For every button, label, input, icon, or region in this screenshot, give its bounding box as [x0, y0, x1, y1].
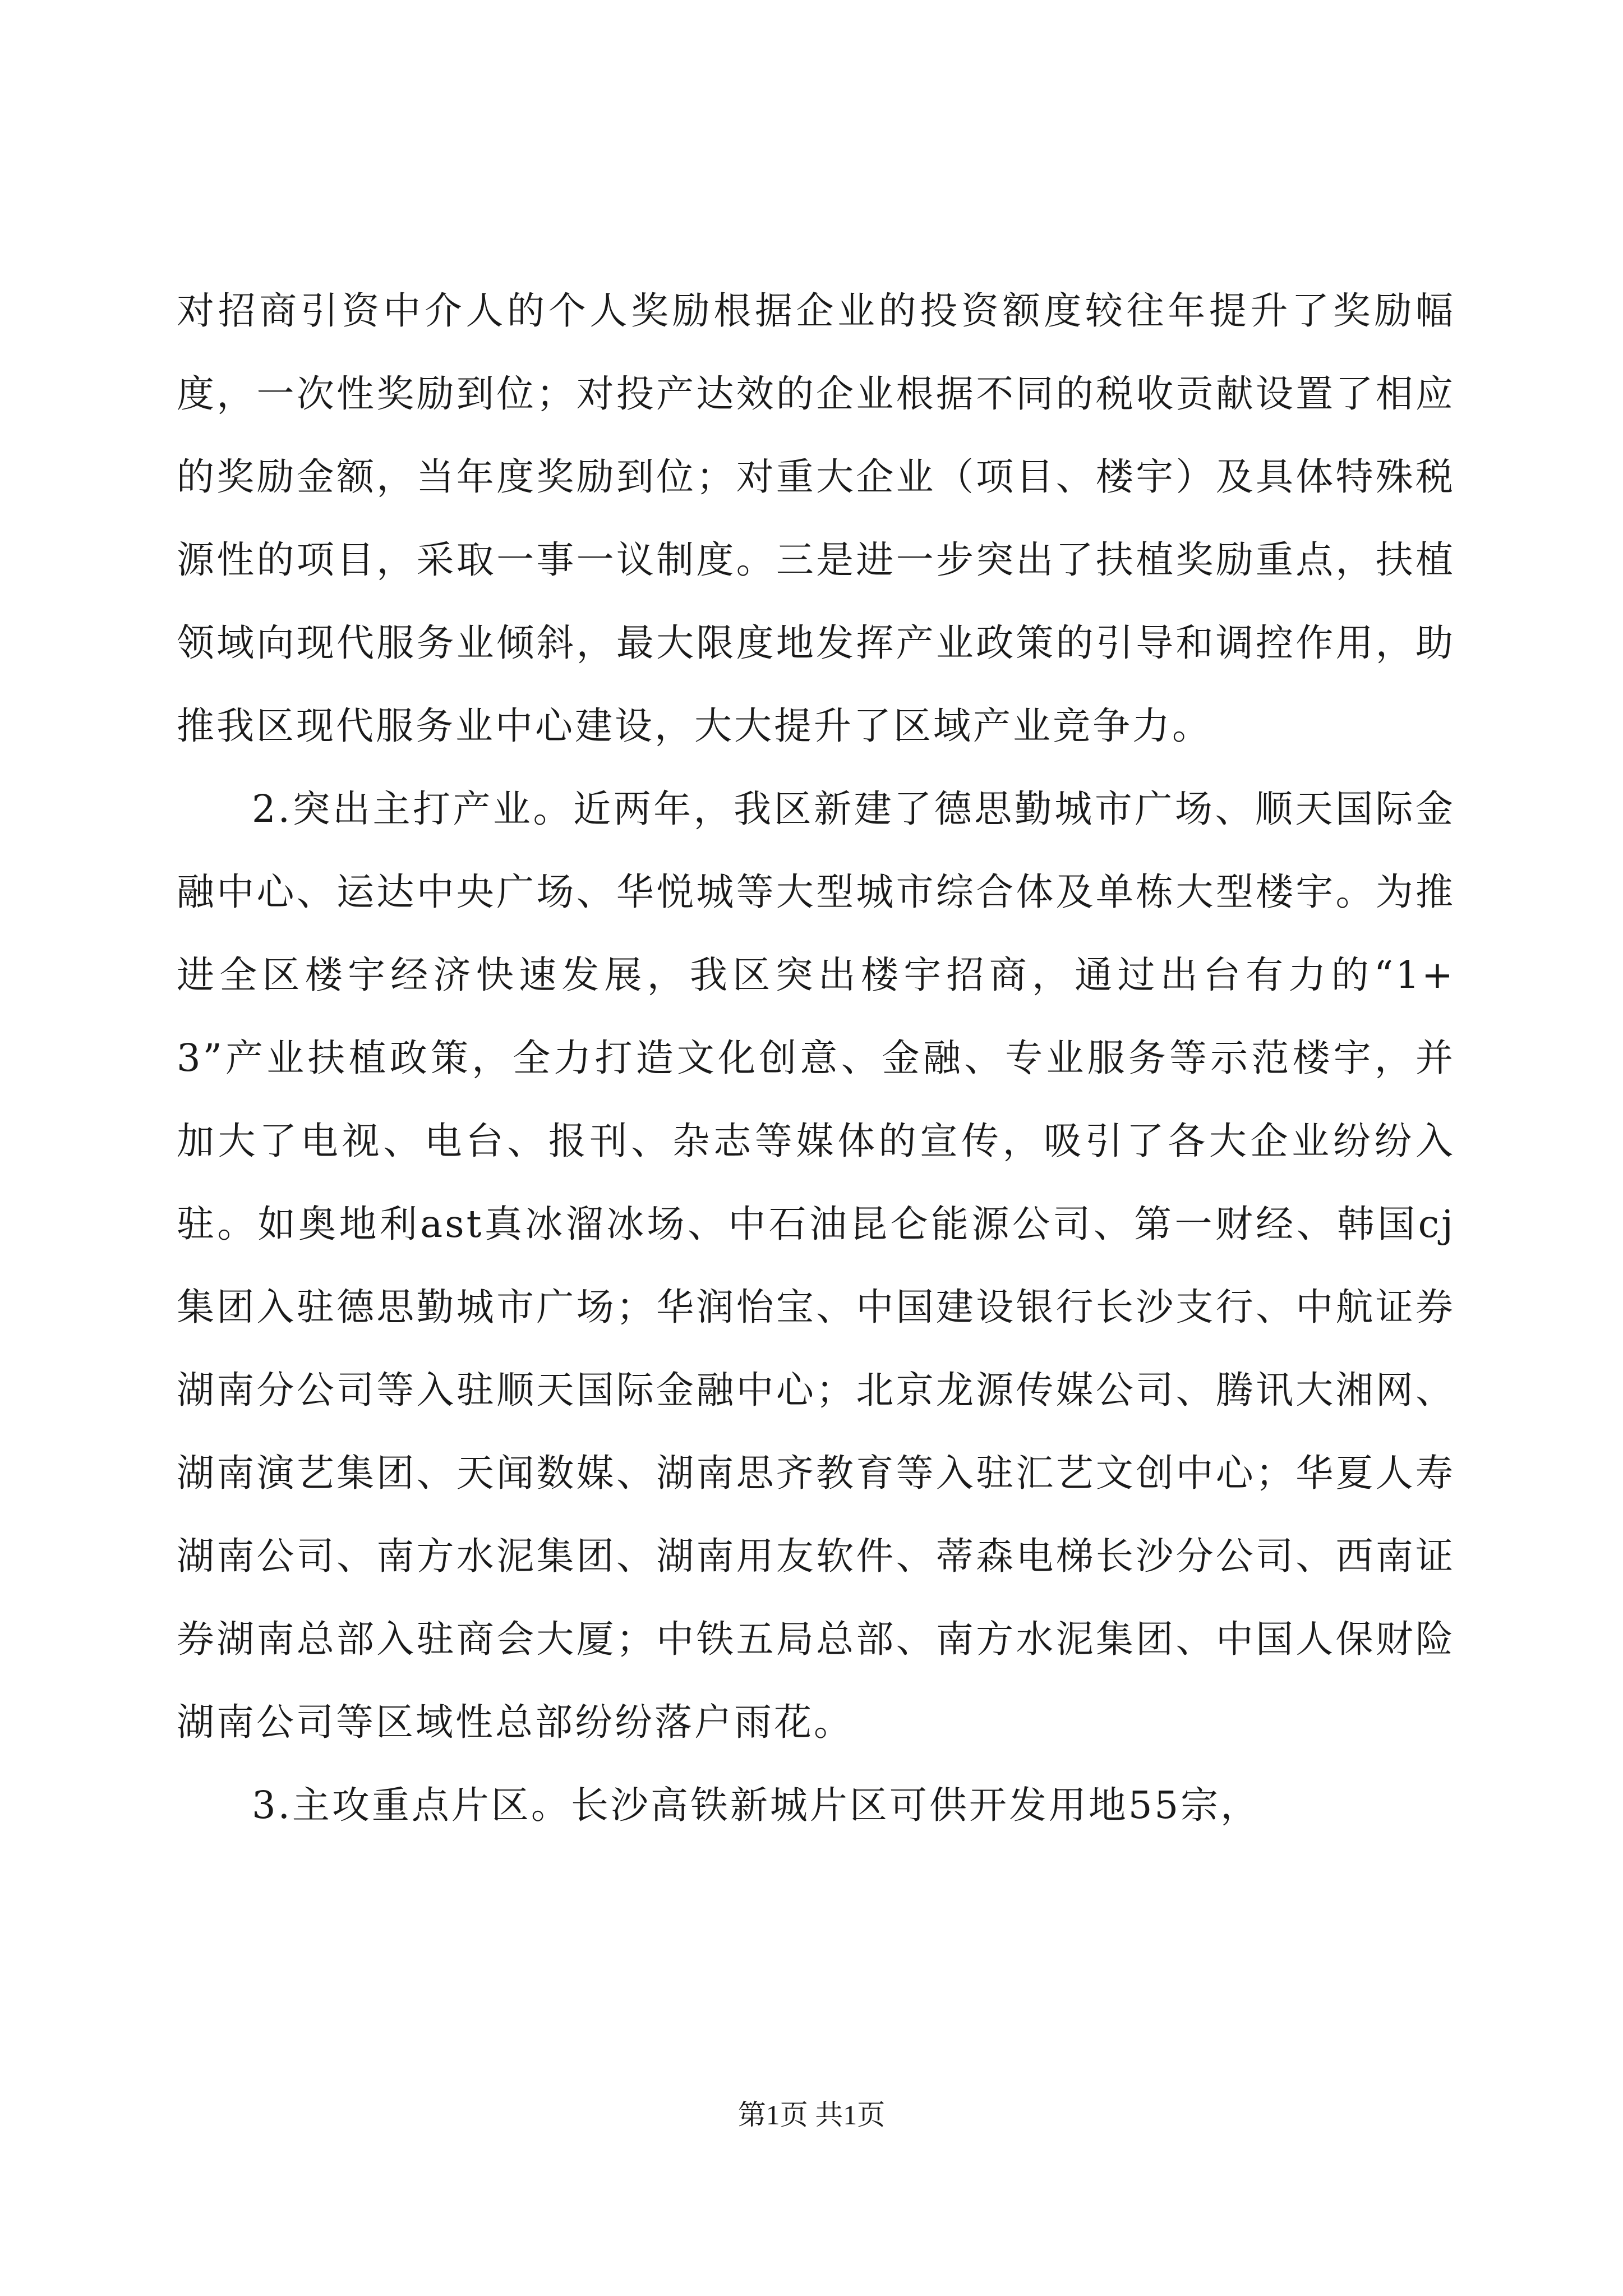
page-footer: 第1页 共1页 [737, 2099, 886, 2131]
paragraph-3: 3.主攻重点片区。长沙高铁新城片区可供开发用地55宗， [252, 1783, 1261, 1827]
paragraph-2: 2.突出主打产业。近两年，我区新建了德思勤城市广场、顺天国际金融中心、运达中央广场、华悦城等大型城市综合体及单栋大型楼宇。为推进全区楼宇经济快速发展，我区突出楼宇招商，通过出台有力的“1+3”产业扶植政策，全力打造文化创意、金融、专业服务等示范楼宇，并加大了电视、电台、报刊、杂志等媒体的宣传，吸引了各大企业纷纷入驻。如奥地利ast真冰溜冰场、中石油昆仑能源公司、第一财经、韩国cj集团入驻德思勤城市广场；华润怡宝、中国建设银行长沙支行、中航证券湖南分公司等入驻顺天国际金融中心；北京龙源传媒公司、腾讯大湘网、湖南演艺集团、天闻数媒、湖南思齐教育等入驻汇艺文创中心；华夏人寿湖南公司、南方水泥集团、湖南用友软件、蒂森电梯长沙分公司、西南证券湖南总部入驻商会大厦；中铁五局总部、南方水泥集团、中国人保财险湖南公司等区域性总部纷纷落户雨花。 [177, 787, 1455, 1744]
paragraph-1: 对招商引资中介人的个人奖励根据企业的投资额度较往年提升了奖励幅度，一次性奖励到位；对投产达效的企业根据不同的税收贡献设置了相应的奖励金额，当年度奖励到位；对重大企业（项目、楼宇）及具体特殊税源性的项目，采取一事一议制度。三是进一步突出了扶植奖励重点，扶植领域向现代服务业倾斜，最大限度地发挥产业政策的引导和调控作用，助推我区现代服务业中心建设，大大提升了区域产业竞争力。 [177, 289, 1455, 748]
body-text [177, 269, 1455, 1847]
